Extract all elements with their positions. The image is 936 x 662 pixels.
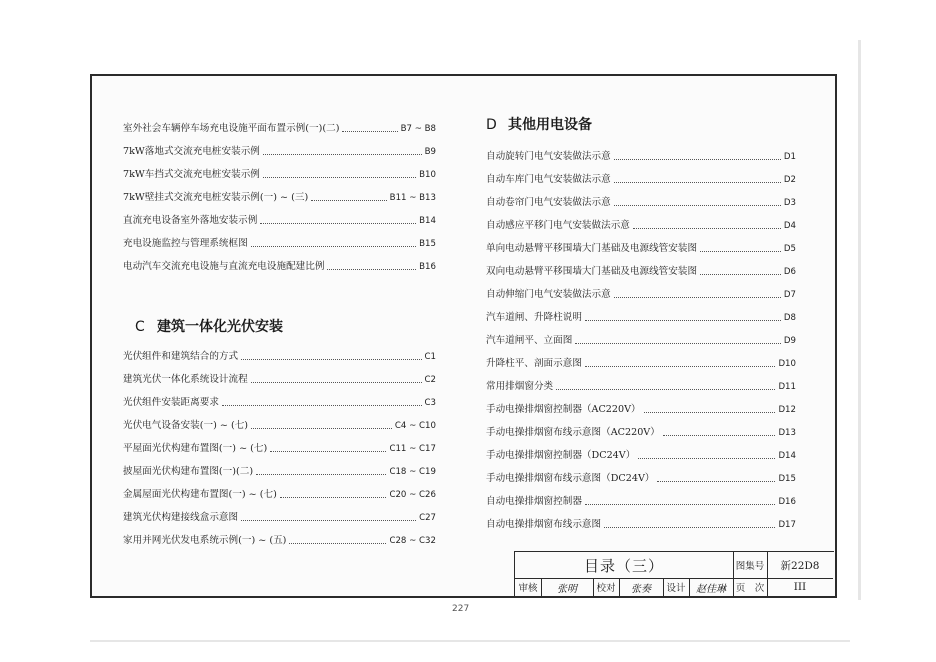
atlas-no-label: 图集号 [735, 561, 765, 572]
toc-title: 平屋面光伏构建布置图(一) ~ (七) [123, 443, 268, 454]
toc-row[interactable] [486, 301, 796, 324]
toc-page: B9 [424, 147, 436, 157]
toc-title: 单向电动悬臂平移围墙大门基础及电源线管安装图 [486, 243, 698, 254]
toc-page: D8 [783, 313, 796, 323]
toc-title: 自动车库门电气安装做法示意 [486, 174, 611, 185]
leader-dots [270, 451, 386, 452]
leader-dots [222, 405, 422, 406]
toc-title: 手动电操排烟窗控制器（DC24V） [486, 450, 636, 461]
toc-page: D1 [783, 152, 796, 162]
toc-row[interactable] [123, 112, 436, 135]
leader-dots [585, 320, 781, 321]
design-signature: 赵佳琳 [696, 583, 726, 595]
leader-dots [575, 343, 781, 344]
leader-dots [638, 458, 775, 459]
toc-page: C4 ~ C10 [394, 421, 436, 431]
toc-b-list [123, 112, 436, 273]
toc-row[interactable] [123, 158, 436, 181]
toc-title: 7kW落地式交流充电桩安装示例 [123, 146, 260, 157]
leader-dots [556, 389, 775, 390]
check-signature: 张奏 [631, 583, 651, 595]
scan-shadow-right [858, 40, 861, 600]
leader-dots [311, 200, 386, 201]
atlas-no: 新22D8 [780, 559, 820, 572]
toc-page: B14 [419, 216, 436, 226]
toc-row[interactable] [486, 462, 796, 485]
toc-title: 双向电动悬臂平移围墙大门基础及电源线管安装图 [486, 266, 698, 277]
toc-page: C1 [424, 352, 436, 362]
toc-row[interactable] [123, 340, 436, 363]
toc-row[interactable] [123, 524, 436, 547]
section-d-heading [486, 112, 796, 138]
toc-title: 7kW壁挂式交流充电桩安装示例(一) ~ (三) [123, 192, 309, 203]
leader-dots [644, 412, 776, 413]
review-signature: 张明 [557, 583, 577, 595]
section-title: 建筑一体化光伏安装 [157, 319, 283, 335]
toc-page: D5 [783, 244, 796, 254]
toc-title: 建筑光伏构建接线盒示意图 [123, 512, 239, 523]
toc-title: 手动电操排烟窗布线示意图（AC220V） [486, 427, 660, 438]
toc-title: 金属屋面光伏构建布置图(一) ~ (七) [123, 489, 277, 500]
toc-row[interactable] [486, 278, 796, 301]
toc-page: D3 [783, 198, 796, 208]
toc-title: 常用排烟窗分类 [486, 381, 554, 392]
leader-dots [614, 297, 781, 298]
leader-dots [251, 428, 392, 429]
toc-page: C18 ~ C19 [389, 467, 436, 477]
toc-row[interactable] [486, 416, 796, 439]
toc-title: 自动电操排烟窗控制器 [486, 496, 582, 507]
toc-row[interactable] [486, 163, 796, 186]
section-title: 其他用电设备 [508, 117, 592, 133]
title-block [514, 551, 834, 596]
toc-page: C3 [424, 398, 436, 408]
leader-dots [263, 154, 422, 155]
check-label: 校对 [596, 583, 616, 594]
toc-row[interactable] [486, 255, 796, 278]
leader-dots [614, 205, 781, 206]
leader-dots [263, 177, 416, 178]
section-letter: D [486, 117, 497, 133]
leader-dots [657, 481, 775, 482]
toc-page: D10 [778, 359, 796, 369]
page-number: 227 [452, 604, 470, 614]
toc-title: 升降柱平、剖面示意图 [486, 358, 582, 369]
toc-row[interactable] [486, 393, 796, 416]
toc-title: 7kW车挡式交流充电桩安装示例 [123, 169, 260, 180]
toc-page: C11 ~ C17 [389, 444, 436, 454]
toc-page: D6 [783, 267, 796, 277]
toc-row[interactable] [123, 227, 436, 250]
toc-page: B16 [419, 262, 436, 272]
leader-dots [585, 366, 776, 367]
toc-title: 手动电操排烟窗布线示意图（DC24V） [486, 473, 655, 484]
leader-dots [700, 251, 781, 252]
toc-row[interactable] [486, 508, 796, 531]
toc-page: B11 ~ B13 [389, 193, 436, 203]
toc-title: 自动旋转门电气安装做法示意 [486, 151, 611, 162]
leader-dots [251, 382, 422, 383]
toc-left-column [123, 112, 436, 547]
toc-title: 光伏组件和建筑结合的方式 [123, 351, 239, 362]
toc-row[interactable] [123, 478, 436, 501]
toc-row[interactable] [486, 370, 796, 393]
toc-title: 手动电操排烟窗控制器（AC220V） [486, 404, 641, 415]
toc-row[interactable] [123, 432, 436, 455]
toc-row[interactable] [486, 439, 796, 462]
leader-dots [585, 504, 776, 505]
leader-dots [280, 497, 387, 498]
toc-d-list [486, 140, 796, 531]
toc-title: 直流充电设备室外落地安装示例 [123, 215, 258, 226]
toc-row[interactable] [486, 140, 796, 163]
toc-page: B10 [419, 170, 436, 180]
toc-row[interactable] [123, 250, 436, 273]
toc-page: B7 ~ B8 [400, 124, 436, 134]
toc-row[interactable] [486, 485, 796, 508]
toc-page: D11 [778, 382, 796, 392]
page-label: 页 次 [735, 583, 765, 594]
scan-shadow-bottom [90, 640, 850, 642]
leader-dots [256, 474, 386, 475]
section-c-heading [135, 314, 436, 340]
leader-dots [663, 435, 776, 436]
toc-page: C28 ~ C32 [389, 536, 436, 546]
design-label: 设计 [666, 583, 686, 594]
toc-page: D7 [783, 290, 796, 300]
toc-row[interactable] [123, 204, 436, 227]
toc-title: 汽车道闸平、立面图 [486, 335, 573, 346]
toc-page: D13 [778, 428, 796, 438]
toc-page: D12 [778, 405, 796, 415]
leader-dots [260, 223, 416, 224]
toc-page: B15 [419, 239, 436, 249]
toc-title: 室外社会车辆停车场充电设施平面布置示例(一)(二) [123, 123, 340, 134]
leader-dots [327, 269, 416, 270]
toc-row[interactable] [123, 135, 436, 158]
leader-dots [251, 246, 416, 247]
leader-dots [241, 359, 421, 360]
toc-title: 光伏电气设备安装(一) ~ (七) [123, 420, 249, 431]
toc-page: C2 [424, 375, 436, 385]
toc-title: 家用并网光伏发电系统示例(一) ~ (五) [123, 535, 287, 546]
drawing-title: 目录（三） [583, 556, 664, 575]
toc-page: D14 [778, 451, 796, 461]
toc-page: D9 [783, 336, 796, 346]
toc-row[interactable] [486, 209, 796, 232]
toc-row[interactable] [123, 181, 436, 204]
leader-dots [342, 131, 397, 132]
leader-dots [241, 520, 416, 521]
toc-row[interactable] [123, 409, 436, 432]
toc-right-column [486, 112, 796, 531]
toc-page: C27 [419, 513, 436, 523]
toc-row[interactable] [123, 386, 436, 409]
toc-title: 电动汽车交流充电设施与直流充电设施配建比例 [123, 261, 325, 272]
section-letter: C [135, 319, 145, 335]
toc-row[interactable] [486, 347, 796, 370]
toc-row[interactable] [486, 232, 796, 255]
leader-dots [700, 274, 781, 275]
toc-title: 光伏组件安装距离要求 [123, 397, 219, 408]
leader-dots [604, 527, 775, 528]
page-value: III [793, 581, 807, 593]
toc-title: 充电设施监控与管理系统框图 [123, 238, 248, 249]
toc-title: 自动电操排烟窗布线示意图 [486, 519, 602, 530]
toc-page: D15 [778, 474, 796, 484]
toc-c-list [123, 340, 436, 547]
toc-page: C20 ~ C26 [389, 490, 436, 500]
toc-row[interactable] [123, 363, 436, 386]
leader-dots [614, 159, 781, 160]
toc-page: D2 [783, 175, 796, 185]
toc-title: 自动卷帘门电气安装做法示意 [486, 197, 611, 208]
toc-title: 汽车道闸、升降柱说明 [486, 312, 582, 323]
toc-title: 自动伸缩门电气安装做法示意 [486, 289, 611, 300]
leader-dots [289, 543, 386, 544]
review-label: 审核 [518, 583, 538, 594]
toc-row[interactable] [123, 455, 436, 478]
toc-row[interactable] [486, 186, 796, 209]
toc-page: D4 [783, 221, 796, 231]
toc-page: D17 [778, 520, 796, 530]
toc-row[interactable] [486, 324, 796, 347]
toc-row[interactable] [123, 501, 436, 524]
toc-title: 建筑光伏一体化系统设计流程 [123, 374, 248, 385]
toc-title: 自动感应平移门电气安装做法示意 [486, 220, 630, 231]
leader-dots [614, 182, 781, 183]
leader-dots [633, 228, 781, 229]
toc-title: 披屋面光伏构建布置图(一)(二) [123, 466, 254, 477]
toc-page: D16 [778, 497, 796, 507]
